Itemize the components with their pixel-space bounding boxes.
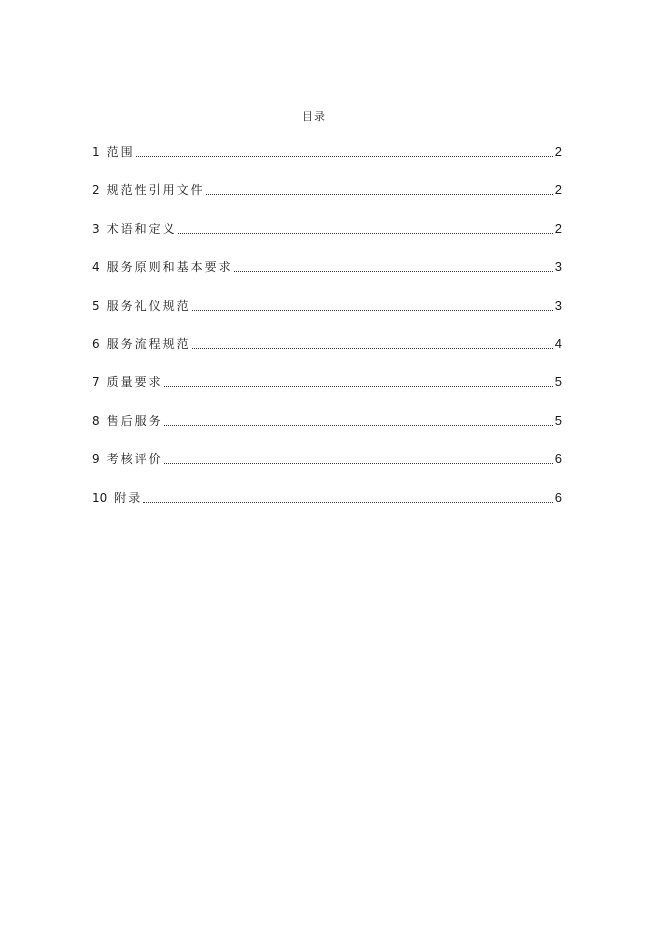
toc-entry-title: 范围 bbox=[106, 145, 135, 159]
toc-dot-leader bbox=[192, 348, 553, 349]
toc-entry-title: 质量要求 bbox=[106, 375, 163, 390]
toc-dot-leader bbox=[178, 233, 553, 234]
toc-list bbox=[92, 143, 562, 527]
toc-entry-number: 2 bbox=[92, 183, 100, 198]
toc-entry-number: 4 bbox=[92, 260, 100, 275]
toc-dot-leader bbox=[143, 502, 553, 503]
toc-entry-page: 2 bbox=[554, 182, 562, 198]
toc-entry-page: 6 bbox=[554, 451, 562, 467]
toc-entry-title: 术语和定义 bbox=[106, 221, 177, 236]
toc-entry-number: 7 bbox=[92, 375, 100, 390]
toc-entry-number: 5 bbox=[92, 298, 100, 313]
toc-entry[interactable] bbox=[92, 450, 562, 468]
toc-entry-title: 服务原则和基本要求 bbox=[106, 260, 233, 275]
toc-entry-number: 10 bbox=[92, 490, 108, 505]
toc-entry-page: 5 bbox=[554, 412, 562, 428]
toc-entry-page: 2 bbox=[554, 220, 562, 236]
toc-entry[interactable] bbox=[92, 489, 562, 507]
toc-entry-number: 1 bbox=[92, 145, 100, 159]
toc-dot-leader bbox=[164, 425, 553, 426]
toc-entry-number: 8 bbox=[92, 413, 100, 428]
toc-entry[interactable] bbox=[92, 297, 562, 315]
toc-entry-title: 附录 bbox=[114, 490, 143, 505]
toc-entry-page: 2 bbox=[554, 144, 562, 159]
toc-entry-title: 考核评价 bbox=[106, 452, 163, 467]
toc-entry-number: 6 bbox=[92, 336, 100, 351]
toc-entry-title: 服务流程规范 bbox=[106, 336, 191, 351]
toc-dot-leader bbox=[164, 463, 553, 464]
toc-dot-leader bbox=[164, 386, 553, 387]
toc-entry-title: 服务礼仪规范 bbox=[106, 298, 191, 313]
toc-entry-title: 规范性引用文件 bbox=[106, 183, 205, 198]
toc-entry-title: 售后服务 bbox=[106, 413, 163, 428]
toc-entry-number: 3 bbox=[92, 221, 100, 236]
toc-title: 目录 bbox=[302, 110, 326, 123]
toc-entry-page: 4 bbox=[554, 335, 562, 351]
toc-dot-leader bbox=[234, 271, 553, 272]
toc-entry[interactable] bbox=[92, 335, 562, 353]
toc-dot-leader bbox=[206, 194, 553, 195]
toc-entry-page: 3 bbox=[554, 259, 562, 275]
toc-entry-page: 3 bbox=[554, 297, 562, 313]
toc-entry[interactable] bbox=[92, 143, 562, 161]
toc-entry[interactable] bbox=[92, 412, 562, 430]
toc-entry-page: 5 bbox=[554, 374, 562, 390]
toc-entry[interactable] bbox=[92, 181, 562, 199]
toc-dot-leader bbox=[192, 310, 553, 311]
toc-entry-page: 6 bbox=[554, 489, 562, 505]
toc-dot-leader bbox=[136, 156, 553, 157]
toc-entry[interactable] bbox=[92, 258, 562, 276]
toc-entry[interactable] bbox=[92, 220, 562, 238]
toc-entry-number: 9 bbox=[92, 452, 100, 467]
toc-entry[interactable] bbox=[92, 373, 562, 391]
